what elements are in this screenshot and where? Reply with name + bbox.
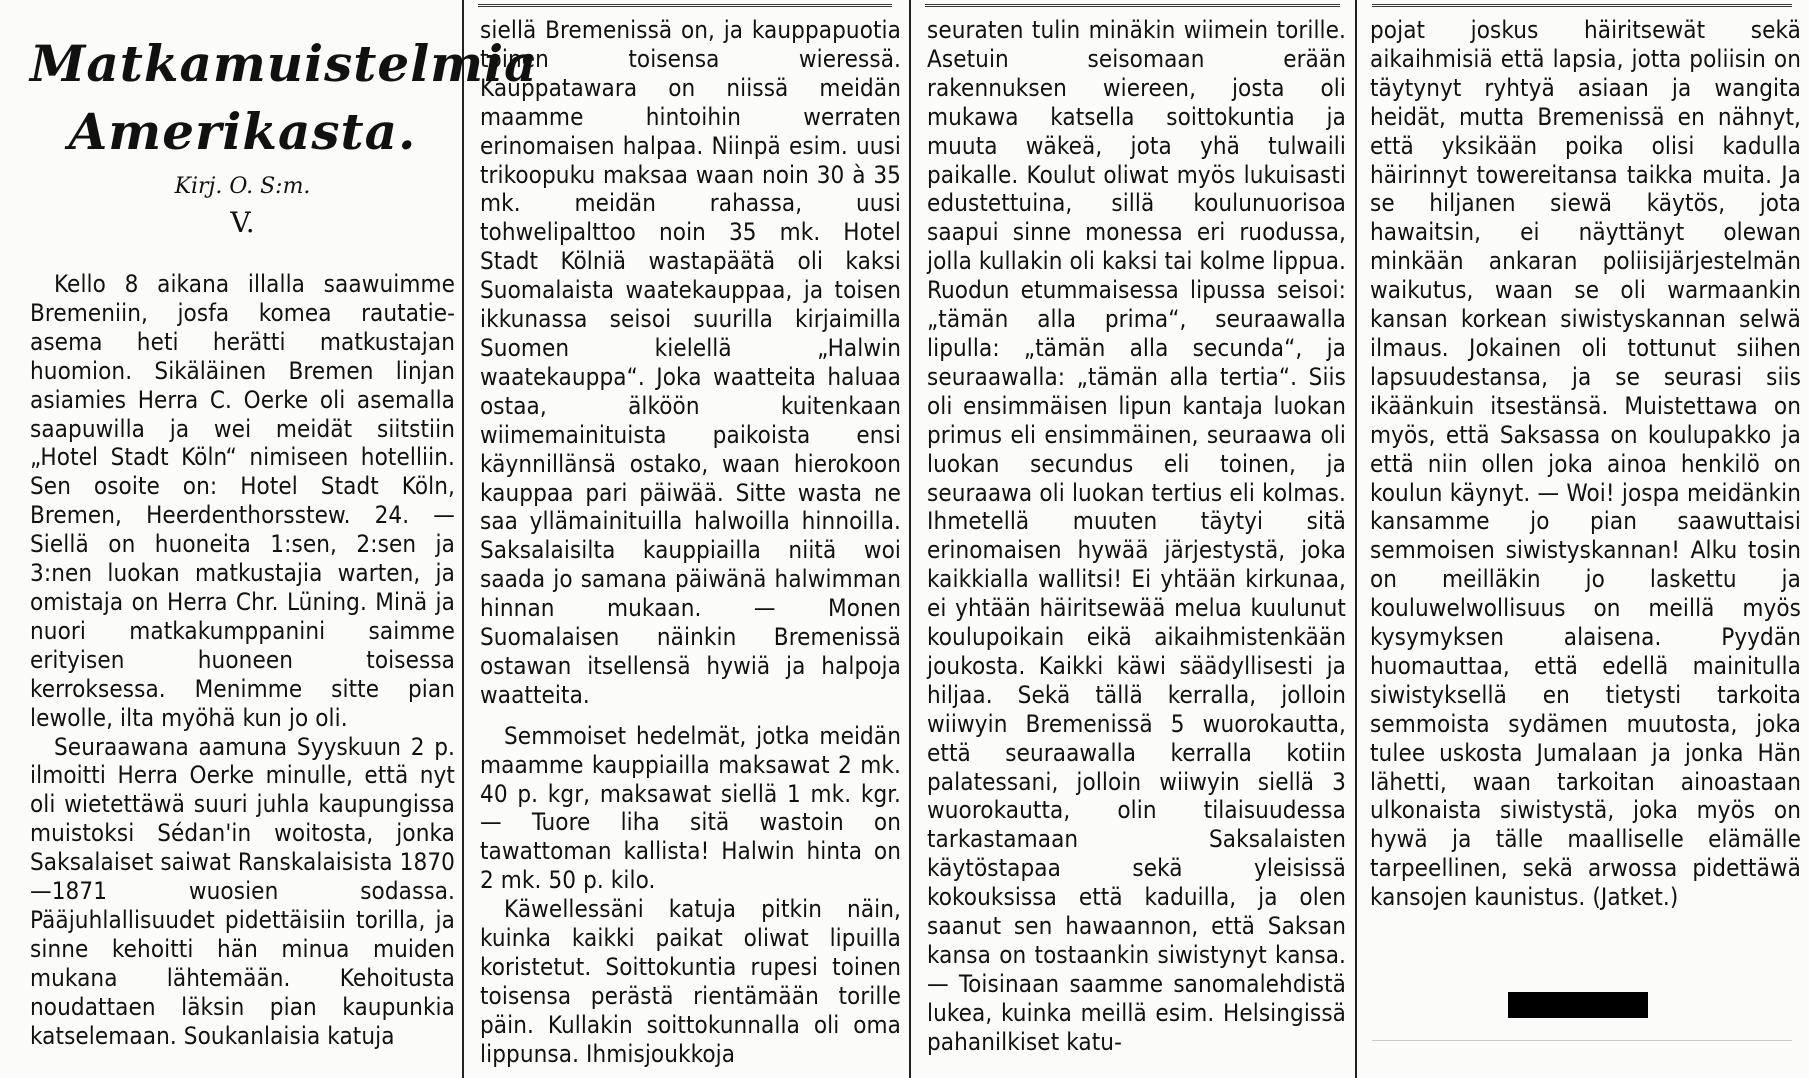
article-title bbox=[30, 30, 538, 166]
paragraph: Käwellessäni katuja pitkin näin, kuinka kaikki paikat oliwat lipuilla koristetut. Soittokuntia rupesi toinen toisensa perästä rientämään torille päin. Kullakin soittokunnalla oli oma lippunsa. Ihmisjoukkoja bbox=[480, 895, 901, 1068]
section-number: V. bbox=[230, 206, 255, 239]
column-divider bbox=[909, 0, 911, 1078]
paragraph: Semmoiset hedelmät, jotka meidän maamme kauppiailla maksawat 2 mk. 40 p. kgr, maksawat siellä 1 mk. kgr. — Tuore liha sitä wastoin on tawattoman kallista! Halwin hinta on 2 mk. 50 p. kilo. bbox=[480, 721, 901, 895]
column-divider bbox=[462, 0, 464, 1078]
column-2 bbox=[466, 0, 909, 1078]
column-4 bbox=[1358, 0, 1809, 1078]
article-title-line-2: Amerikasta. bbox=[68, 102, 417, 161]
column-1 bbox=[0, 0, 538, 1078]
faded-rule bbox=[1372, 1040, 1792, 1041]
column-divider bbox=[1355, 0, 1357, 1078]
article-byline: Kirj. O. S:m. bbox=[174, 174, 311, 199]
paragraph: Seuraawana aamuna Syyskuun 2 p. ilmoitti Herra Oerke minulle, että nyt oli wietettäwä suuri juhla kaupungissa muistoksi Sédan'in woitosta, jonka Saksalaiset saiwat Ranskalaisista 1870—1871 wuosien sodassa. Pääjuhlallisuudet pidettäisiin torilla, ja sinne kehoitti hän minua muiden mukana lähtemään. Kehoitusta noudattaen läksin pian kaupunkia katselemaan. Soukanlaisia katuja bbox=[30, 732, 455, 1050]
paragraph: seuraten tulin minäkin wiimein torille. Asetuin seisomaan erään rakennuksen wiereen, josta oli mukawa katsella soittokuntia ja muuta wäkeä, jota yhä tulwaili paikalle. Koulut oliwat myös lukuisasti edustettuina, sillä koulunuorisoa saapui sinne monessa eri ruodussa, jolla kullakin oli kaksi tai kolme lippua. Ruodun etummaisessa lipussa seisoi: „tämän alla prima“, seuraawalla lipulla: „tämän alla secunda“, ja seuraawalla: „tämän alla tertia“. Siis oli ensimmäisen lipun kantaja luokan primus eli ensimmäinen, seuraawa oli luokan secundus eli toinen, ja seuraawa oli luokan tertius eli kolmas. Ihmetellä muuten täytyi sitä erinomaisen hywää järjestystä, joka kaikkialla wallitsi! Ei yhtään kirkunaa, ei yhtään häiritsewää melua kuulunut koulupoikain eikä aikaihmistenkään joukosta. Kaikki käwi säädyllisesti ja hiljaa. Sekä tällä kerralla, jolloin wiiwyin Bremenissä 5 wuorokautta, että seuraawalla kerralla kotiin palatessani, jolloin wiiwyin siellä 3 wuorokautta, olin tilaisuudessa tarkastamaan Saksalaisten käytöstapaa sekä yleisissä kokouksissa että kaduilla, ja olen saanut sen hawaannon, että Saksan kansa on tostaankin siwistynyt kansa. — Toisinaan saamme sanomalehdistä lukea, kuinka meillä esim. Helsingissä pahanilkiset katu- bbox=[927, 16, 1346, 1056]
redaction-bar bbox=[1508, 992, 1648, 1018]
column-3 bbox=[913, 0, 1354, 1078]
paragraph: pojat joskus häiritsewät sekä aikaihmisiä että lapsia, jotta poliisin on täytynyt ryhtyä asiaan ja wangita heidät, mutta Bremenissä en nähnyt, että yksikään poika olisi kadulla häirinnyt towereitansa taikka muita. Ja se hiljanen siewä käytös, jota hawaitsin, ei näyttänyt olewan minkään ankaran poliisijärjestelmän waikutus, waan se oli warmaankin kansan korkean siwistyskannan selwä ilmaus. Jokainen oli tottunut siihen lapsuudestansa, ja se seurasi siis ikäänkuin itsestänsä. Muistettawa on myös, että Saksassa on koulupakko ja että niin ollen joka ainoa henkilö on koulun käynyt. — Woi! jospa meidänkin kansamme jo pian saawuttaisi semmoisen siwistyskannan! Alku tosin on meilläkin jo laskettu ja kouluwelwollisuus on meillä myös kysymyksen alaisena. Pyydän huomauttaa, että edellä mainitulla siwistyksellä en tietysti tarkoita semmoista sydämen muutosta, joka tulee uskosta Jumalaan ja jonka Hän lähetti, waan tarkoitan ainoastaan ulkonaista siwistystä, joka myös on hywä ja tälle maalliselle elämälle tarpeellinen, sekä arwossa pidettäwä kansojen kaunistus. (Jatket.) bbox=[1370, 16, 1801, 912]
paragraph: Kello 8 aikana illalla saawuimme Bremeniin, josfa komea rautatie-asema heti herätti matkustajan huomion. Sikäläinen Bremen linjan asiamies Herra C. Oerke oli asemalla saapuwilla ja wei meidät siitstiin „Hotel Stadt Köln“ nimiseen hotelliin. Sen osoite on: Hotel Stadt Köln, Bremen, Heerdenthorsstew. 24. — Siellä on huoneita 1:sen, 2:sen ja 3:nen luokan matkustajia warten, ja omistaja on Herra Chr. Lüning. Minä ja nuori matkakumppanini saimme erityisen huoneen toisessa kerroksessa. Menimme sitte pian lewolle, ilta myöhä kun jo oli. bbox=[30, 270, 455, 732]
paragraph: siellä Bremenissä on, ja kauppapuotia toinen toisensa wieressä. Kauppatawara on niissä meidän maamme hintoihin werraten erinomaisen halpaa. Niinpä esim. uusi trikoopuku maksaa waan noin 30 à 35 mk. meidän rahassa, uusi tohwelipalttoo noin 35 mk. Hotel Stadt Kölniä wastapäätä oli kaksi Suomalaista waatekauppaa, ja toisen ikkunassa seisoi suurilla kirjaimilla Suomen kielellä „Halwin waatekauppa“. Joka waatteita haluaa ostaa, älköön kuitenkaan wiimemainituista paikoista ensi käynnillänsä ostako, waan hierokoon kauppaa pari päiwää. Sitte wasta ne saa yllämainituilla halwoilla hinnoilla. Saksalaisilta kauppiailla niitä woi saada jo samana päiwänä halwimman hinnan mukaan. — Monen Suomalaisen näinkin Bremenissä ostawan itsellensä hywiä ja halpoja waatteita. bbox=[480, 16, 901, 709]
article-title-line-1: Matkamuistelmia bbox=[30, 34, 538, 93]
